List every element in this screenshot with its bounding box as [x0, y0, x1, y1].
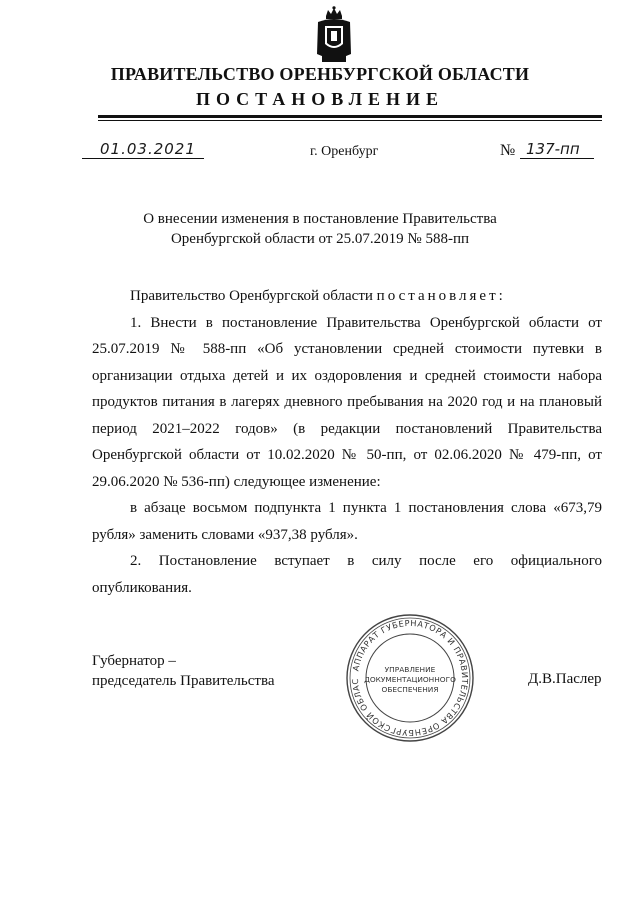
stamp-center-line: УПРАВЛЕНИЕ: [384, 665, 436, 674]
handwritten-number: 137-пп: [526, 140, 580, 158]
date-field: [82, 140, 204, 160]
subject-line: О внесении изменения в постановление Правительства: [143, 211, 497, 227]
decree-verb: постановляет:: [376, 288, 506, 304]
document-type-title: ПОСТАНОВЛЕНИЕ: [195, 89, 445, 109]
header-divider-thin: [98, 120, 602, 121]
stamp-ring-textpath: АППАРАТ ГУБЕРНАТОРА И ПРАВИТЕЛЬСТВА ОРЕНБУРГСКОЙ ОБЛАС: [349, 617, 471, 739]
position-line: председатель Правительства: [92, 673, 275, 689]
number-field: [500, 140, 600, 160]
number-sign: №: [500, 142, 516, 159]
document-body: [92, 283, 602, 601]
signatory-position: [92, 651, 275, 691]
official-stamp: [344, 612, 476, 744]
position-line: Губернатор –: [92, 653, 176, 669]
item-1-sub-paragraph: в абзаце восьмом подпункта 1 пункта 1 постановления слова «673,79 рубля» заменить словами «937,38 рубля».: [92, 500, 602, 543]
document-subject: [120, 209, 520, 249]
item-2-paragraph: 2. Постановление вступает в силу после его официального опубликования.: [92, 553, 602, 596]
item-1-paragraph: 1. Внести в постановление Правительства Оренбургской области от 25.07.2019 № 588-пп «Об установлении средней стоимости путевки в организации отдыха детей и их оздоровления и средней стоимости набора продуктов питания в лагерях дневного пребывания на 2020 год и на плановый период 2021–2022 годов» (в редакции постановлений Правительства Оренбургской области от 10.02.2020 № 50-пп, от 02.06.2020 № 479-пп, от 29.06.2020 № 536-пп) следующее изменение:: [92, 314, 602, 490]
city-label: г. Оренбург: [310, 144, 379, 159]
coat-of-arms-icon: [314, 6, 354, 64]
header-divider-thick: [98, 115, 602, 118]
organization-title: ПРАВИТЕЛЬСТВО ОРЕНБУРГСКОЙ ОБЛАСТИ: [110, 64, 530, 84]
decree-prefix: Правительство Оренбургской области: [130, 288, 377, 304]
stamp-center-line: ДОКУМЕНТАЦИОННОГО: [364, 675, 456, 684]
date-underline: [82, 158, 204, 159]
subject-line: Оренбургской области от 25.07.2019 № 588-пп: [170, 231, 470, 247]
handwritten-date: 01.03.2021: [100, 140, 196, 158]
stamp-center-line: ОБЕСПЕЧЕНИЯ: [381, 685, 439, 694]
decree-paragraph: [92, 283, 602, 310]
number-underline: [520, 158, 594, 159]
signatory-name: Д.В.Паслер: [528, 671, 602, 687]
